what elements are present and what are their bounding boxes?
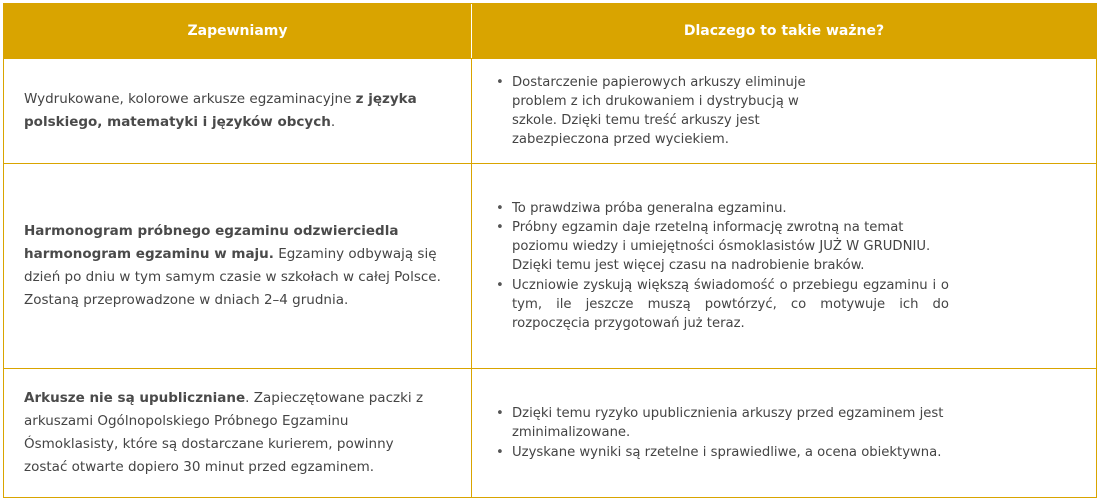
list-item: • Uzyskane wyniki są rzetelne i sprawiedliwe, a ocena obiektywna. bbox=[494, 443, 964, 462]
row-guarantee-text-normal: . Zapieczętowane paczki z arkuszami Ogólnopolskiego Próbnego Egzaminu Ósmoklasisty, które są dostarczane kurierem, powinny zostać otwarte dopiero 30 minut przed egzaminem. bbox=[24, 390, 424, 475]
row-guarantee-text-normal: Wydrukowane, kolorowe arkusze egzaminacyjne bbox=[24, 91, 356, 107]
row-guarantee-text-bold: z języka polskiego, matematyki i języków obcych bbox=[24, 91, 417, 130]
table-header-row bbox=[4, 4, 1096, 58]
list-item: • Dzięki temu ryzyko upublicznienia arkuszy przed egzaminem jest zminimalizowane. bbox=[494, 404, 964, 442]
table-row bbox=[4, 58, 1096, 163]
row-guarantee-text-bold: Arkusze nie są upubliczniane bbox=[24, 390, 246, 406]
table-row bbox=[4, 368, 1096, 497]
header-cell-zapewniamy bbox=[4, 4, 472, 58]
row-guarantee-cell bbox=[4, 369, 472, 497]
row-guarantee-cell bbox=[4, 164, 472, 368]
row-guarantee-text-bold: Harmonogram próbnego egzaminu odzwierciedla harmonogram egzaminu w maju. bbox=[24, 223, 399, 262]
reason-list bbox=[494, 199, 949, 333]
row-reason-cell bbox=[472, 369, 1096, 497]
table-row bbox=[4, 163, 1096, 368]
row-reason-cell bbox=[472, 164, 1096, 368]
list-item: • Dostarczenie papierowych arkuszy eliminuje problem z ich drukowaniem i dystrybucją w szkole. Dzięki temu treść arkuszy jest zabezpieczona przed wyciekiem. bbox=[494, 73, 824, 150]
row-guarantee-text bbox=[24, 88, 429, 134]
list-item: • Uczniowie zyskują większą świadomość o przebiegu egzaminu i o tym, ile jeszcze muszą powtórzyć, co motywuje ich do rozpoczęcia przygotowań już teraz. bbox=[494, 276, 949, 334]
row-guarantee-text bbox=[24, 220, 451, 312]
reason-list bbox=[494, 73, 824, 150]
row-guarantee-text-normal: Egzaminy odbywają się dzień po dniu w tym samym czasie w szkołach w całej Polsce. Zostaną przeprowadzone w dniach 2–4 grudnia. bbox=[24, 246, 441, 308]
list-item: • Próbny egzamin daje rzetelną informację zwrotną na temat poziomu wiedzy i umiejętności ósmoklasistów JUŻ W GRUDNIU. Dzięki temu jest więcej czasu na nadrobienie braków. bbox=[494, 218, 949, 276]
list-item: • To prawdziwa próba generalna egzaminu. bbox=[494, 199, 949, 218]
header-label-dlaczego: Dlaczego to takie ważne? bbox=[683, 23, 885, 39]
row-guarantee-cell bbox=[4, 59, 472, 163]
header-label-zapewniamy: Zapewniamy bbox=[187, 23, 288, 39]
info-table bbox=[3, 3, 1097, 498]
row-reason-cell bbox=[472, 59, 1096, 163]
row-guarantee-text bbox=[24, 387, 439, 479]
row-guarantee-text-end: . bbox=[330, 114, 336, 130]
reason-list bbox=[494, 404, 964, 462]
header-cell-dlaczego bbox=[472, 4, 1096, 58]
